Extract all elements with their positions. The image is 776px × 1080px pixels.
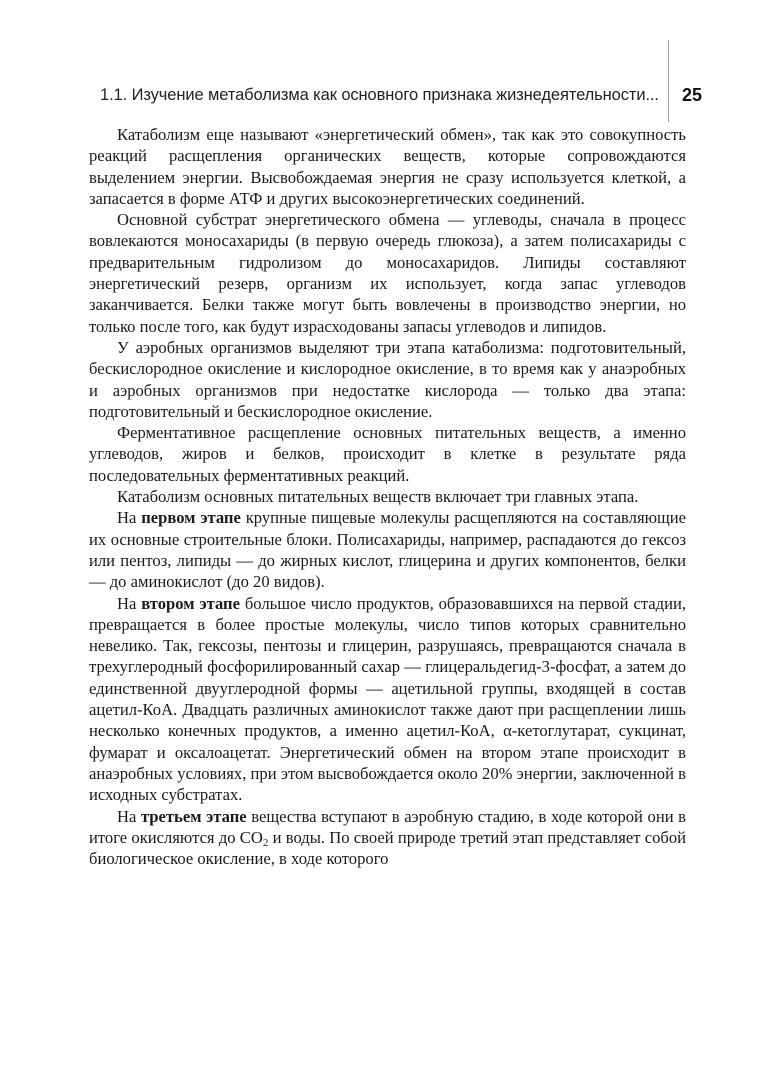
running-title: 1.1. Изучение метаболизма как основного признака жизнедеятельности... [100, 86, 659, 104]
bold-term: третьем этапе [140, 806, 247, 826]
bold-term: втором этапе [141, 593, 240, 613]
subscript: 2 [262, 836, 269, 849]
paragraph-1: Катаболизм еще называют «энергетический обмен», так как это совокупность реакций расщепления органических веществ, которые сопровождаются выделением энергии. Высвобождаемая энергия не сразу используется клеткой, а запасается в форме АТФ и других высокоэнергетических соединений. [89, 125, 686, 208]
header-rule [668, 40, 669, 122]
paragraph-3: У аэробных организмов выделяют три этапа катаболизма: подготовительный, бескислородное окисление и кислородное окисление, в то время как у анаэробных и аэробных организмов при недостатке кислорода — только два этапа: подготовительный и бескислородное окисление. [89, 337, 686, 421]
bold-term: первом этапе [141, 508, 241, 528]
paragraph-7: На втором этапе большое число продуктов, образовавшихся на первой стадии, превращается в более простые молекулы, число типов которых сравнительно невелико. Так, гексозы, пентозы и глицерин, разрушаясь, превращаются сначала в трехуглеродный фосфорилированный сахар — глицеральдегид-3-фосфат, а затем до единственной двууглеродной формы — ацетильной группы, входящей в состав ацетил-КоА. Двадцать различных аминокислот также дают при расщеплении лишь несколько конечных продуктов, а именно ацетил-КоА, α-кетоглутарат, сукцинат, фумарат и оксалоацетат. Энергетический обмен на втором этапе происходит в анаэробных условиях, при этом высвобождается около 20% энергии, заключенной в исходных субстратах. [89, 593, 686, 805]
page-number: 25 [682, 85, 703, 105]
body-text [89, 124, 686, 869]
paragraph-4: Ферментативное расщепление основных питательных веществ, а именно углеводов, жиров и белков, происходит в клетке в результате ряда последовательных ферментативных реакций. [89, 423, 686, 485]
paragraph-2: Основной субстрат энергетического обмена — углеводы, сначала в процесс вовлекаются моносахариды (в первую очередь глюкоза), а затем полисахариды с предварительным гидролизом до моносахаридов. Липиды составляют энергетический резерв, организм их использует, когда запас углеводов заканчивается. Белки также могут быть вовлечены в производство энергии, но только после того, как будут израсходованы запасы углеводов и липидов. [89, 210, 686, 336]
paragraph-6: На первом этапе крупные пищевые молекулы расщепляются на составляющие их основные строительные блоки. Полисахариды, например, распадаются до гексоз или пентоз, липиды — до жирных кислот, глицерина и других компонентов, белки — до аминокислот (до 20 видов). [89, 508, 687, 592]
paragraph-5: Катаболизм основных питательных веществ включает три главных этапа. [117, 487, 639, 507]
paragraph-8: На третьем этапе вещества вступают в аэробную стадию, в ходе которой они в итоге окисляются до $CO_2$ и воды. По своей природе третий этап представляет собой биологическое окисление, в ходе которого [89, 806, 687, 869]
